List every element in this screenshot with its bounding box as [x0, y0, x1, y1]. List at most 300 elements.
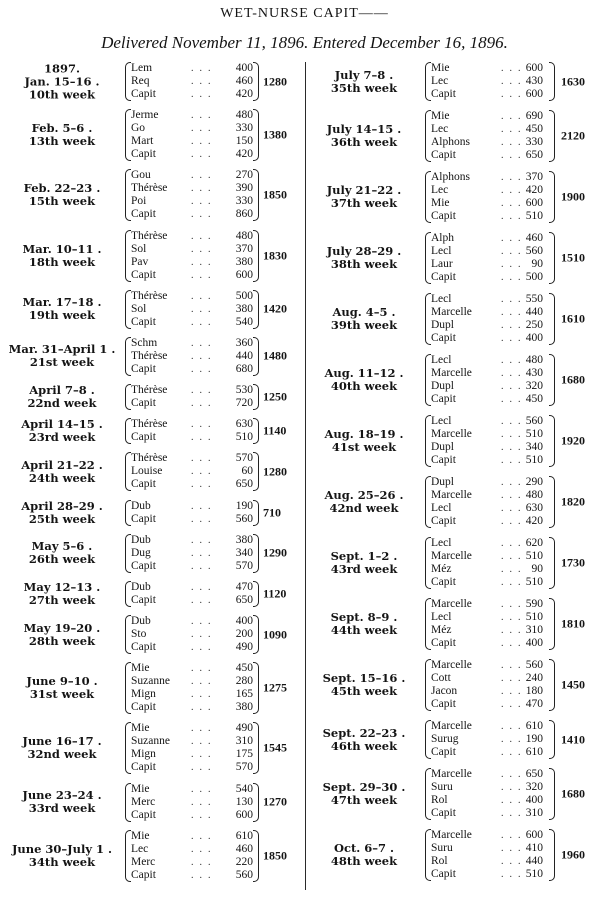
- nurse-name: Jacon: [431, 685, 458, 697]
- leader-dots: ...: [191, 316, 217, 328]
- nurse-name: Marcelle: [431, 659, 472, 671]
- week-label: 15th week: [28, 194, 96, 209]
- leader-dots: ...: [191, 547, 217, 559]
- nurse-amount: 560: [235, 868, 253, 881]
- nurse-amount: 380: [235, 533, 253, 546]
- date-line: Sept. 15–16 .: [322, 671, 406, 685]
- nurse-name: Marcelle: [431, 550, 472, 562]
- nurse-amount: 190: [525, 733, 543, 745]
- leader-dots: ...: [501, 856, 527, 867]
- leader-dots: ...: [191, 513, 217, 525]
- entry-date: [6, 735, 118, 761]
- date-line: Feb. 22–23 .: [23, 181, 101, 196]
- entry-total: 1630: [561, 74, 585, 88]
- entry-date: [6, 459, 118, 485]
- ledger-entry: [310, 232, 605, 284]
- nurse-amount: 330: [235, 195, 253, 208]
- week-label: 43rd week: [330, 562, 398, 576]
- week-label: 24th week: [28, 470, 96, 485]
- date-line: 1897.: [43, 61, 80, 75]
- nurse-name: Capit: [431, 210, 456, 222]
- leader-dots: ...: [501, 673, 527, 684]
- nurse-name: Alphons: [431, 171, 470, 183]
- nurse-name: Marcelle: [431, 720, 472, 732]
- nurse-name: Marcelle: [431, 367, 472, 379]
- leader-dots: ...: [191, 170, 217, 182]
- date-line: June 30–July 1 .: [11, 841, 113, 856]
- nurse-amount: 165: [235, 688, 253, 701]
- nurse-name: Capit: [131, 397, 156, 410]
- leader-dots: ...: [501, 747, 527, 758]
- leader-dots: ...: [191, 594, 217, 606]
- leader-dots: ...: [501, 246, 527, 257]
- leader-dots: ...: [501, 272, 527, 283]
- ledger-entry: [6, 230, 303, 282]
- ledger-entry: [310, 829, 605, 881]
- nurse-name: Suzanne: [131, 675, 170, 688]
- leader-dots: ...: [501, 490, 527, 501]
- leader-dots: ...: [191, 796, 217, 808]
- leader-dots: ...: [191, 63, 217, 74]
- nurse-name: Lecl: [431, 537, 452, 549]
- nurse-amount: 390: [235, 182, 253, 195]
- entry-total: 1140: [263, 423, 287, 438]
- entry-date: [310, 672, 418, 698]
- nurse-amount: 400: [235, 62, 253, 74]
- nurse-name: Lecl: [431, 502, 452, 514]
- nurse-name: Capit: [131, 148, 156, 161]
- entry-date: [6, 622, 118, 648]
- nurse-amount: 460: [235, 842, 253, 855]
- leader-dots: ...: [191, 243, 217, 255]
- leader-dots: ...: [501, 381, 527, 392]
- right-brace: [549, 829, 555, 881]
- right-brace: [549, 659, 555, 711]
- leader-dots: ...: [191, 290, 217, 302]
- leader-dots: ...: [501, 63, 527, 74]
- leader-dots: ...: [501, 782, 527, 793]
- nurse-amount: 380: [235, 302, 253, 315]
- nurse-name: Lec: [131, 842, 149, 855]
- leader-dots: ...: [191, 581, 217, 593]
- nurse-amount: 500: [235, 289, 253, 302]
- nurse-name: Rol: [431, 794, 448, 806]
- nurse-amount: 530: [235, 384, 253, 397]
- entry-total: 2120: [561, 128, 585, 143]
- ledger-entry: [6, 290, 303, 329]
- nurse-name: Capit: [431, 807, 456, 819]
- nurse-name: Capit: [131, 208, 156, 221]
- nurse-amount: 490: [235, 641, 253, 654]
- ledger-entry: [310, 476, 605, 528]
- leader-dots: ...: [501, 721, 527, 732]
- ledger-entry: [6, 109, 303, 161]
- ledger-entry: [310, 659, 605, 711]
- leader-dots: ...: [501, 638, 527, 649]
- date-line: Sept. 8–9 .: [330, 610, 398, 624]
- entry-date: [6, 675, 118, 701]
- nurse-name: Capit: [431, 332, 456, 344]
- leader-dots: ...: [501, 808, 527, 819]
- week-label: 19th week: [28, 308, 96, 323]
- ledger-entry: [6, 662, 303, 714]
- entry-total: 1610: [561, 311, 585, 326]
- nurse-amount: 60: [241, 465, 253, 478]
- nurse-name: Capit: [431, 393, 456, 405]
- nurse-amount: 650: [525, 149, 543, 161]
- entry-date: [310, 184, 418, 210]
- week-label: 18th week: [28, 254, 96, 269]
- leader-dots: ...: [501, 660, 527, 671]
- week-label: 38th week: [330, 257, 398, 271]
- entry-total: 1280: [263, 464, 287, 479]
- entry-date: [6, 122, 118, 148]
- nurse-amount: 610: [525, 720, 543, 732]
- nurse-name: Capit: [431, 698, 456, 710]
- nurse-amount: 320: [525, 380, 543, 392]
- nurse-name: Merc: [131, 855, 156, 868]
- week-label: 45th week: [330, 684, 398, 698]
- nurse-amount: 610: [525, 746, 543, 758]
- nurse-name: Dub: [131, 499, 151, 512]
- leader-dots: ...: [191, 736, 217, 748]
- nurse-name: Thérèse: [131, 229, 168, 242]
- nurse-amount: 150: [235, 135, 253, 148]
- leader-dots: ...: [501, 429, 527, 440]
- week-label: 41st week: [331, 440, 397, 454]
- leader-dots: ...: [191, 663, 217, 675]
- entry-date: [6, 843, 118, 869]
- nurse-name: Lec: [431, 123, 449, 135]
- date-line: May 5–6 .: [31, 539, 93, 554]
- page-subtitle: Delivered November 11, 1896. Entered December 16, 1896.: [101, 33, 508, 52]
- date-line: April 7–8 .: [29, 383, 95, 398]
- leader-dots: ...: [501, 795, 527, 806]
- nurse-amount: 340: [525, 441, 543, 453]
- date-line: May 12–13 .: [23, 579, 101, 594]
- week-label: 34th week: [28, 854, 96, 869]
- leader-dots: ...: [191, 183, 217, 195]
- nurse-amount: 320: [525, 781, 543, 793]
- page-title: WET-NURSE CAPIT——: [220, 6, 389, 21]
- nurse-name: Marcelle: [431, 598, 472, 610]
- nurse-amount: 560: [525, 659, 543, 671]
- nurse-name: Marcelle: [431, 768, 472, 780]
- nurse-amount: 540: [235, 315, 253, 328]
- ledger-entry: [6, 337, 303, 376]
- ledger-entry: [310, 537, 605, 589]
- leader-dots: ...: [191, 453, 217, 465]
- leader-dots: ...: [501, 76, 527, 87]
- nurse-amount: 600: [235, 808, 253, 821]
- nurse-amount: 510: [525, 210, 543, 222]
- nurse-amount: 470: [525, 698, 543, 710]
- nurse-name: Dub: [131, 615, 151, 628]
- leader-dots: ...: [501, 686, 527, 697]
- right-brace: [253, 62, 259, 101]
- ledger-entry: [310, 110, 605, 162]
- ledger-entry: [310, 415, 605, 467]
- right-brace: [253, 783, 259, 822]
- entry-total: 1960: [561, 847, 585, 862]
- entry-total: 710: [263, 505, 281, 520]
- nurse-name: Dub: [131, 533, 151, 546]
- nurse-name: Surug: [431, 733, 459, 745]
- entry-total: 1850: [263, 848, 287, 863]
- entry-date: [310, 842, 418, 868]
- leader-dots: ...: [191, 500, 217, 512]
- leader-dots: ...: [191, 136, 217, 148]
- right-brace: [549, 62, 555, 101]
- entry-total: 1290: [263, 545, 287, 560]
- leader-dots: ...: [501, 259, 527, 270]
- nurse-name: Capit: [131, 808, 156, 821]
- entry-total: 1090: [263, 627, 287, 642]
- leader-dots: ...: [501, 830, 527, 841]
- leader-dots: ...: [501, 137, 527, 148]
- leader-dots: ...: [501, 843, 527, 854]
- week-label: 21st week: [29, 355, 95, 370]
- right-brace: [253, 830, 259, 882]
- nurse-name: Sol: [131, 302, 147, 315]
- leader-dots: ...: [501, 699, 527, 710]
- entry-date: [6, 296, 118, 322]
- nurse-amount: 600: [525, 88, 543, 100]
- nurse-name: Gou: [131, 169, 151, 182]
- date-line: June 23–24 .: [22, 788, 102, 803]
- leader-dots: ...: [191, 269, 217, 281]
- ledger-entry: [310, 720, 605, 759]
- leader-dots: ...: [191, 196, 217, 208]
- entry-total: 1810: [561, 616, 585, 631]
- entry-date: [6, 500, 118, 526]
- nurse-amount: 450: [525, 393, 543, 405]
- entry-total: 1680: [561, 372, 585, 387]
- leader-dots: ...: [191, 843, 217, 855]
- leader-dots: ...: [501, 577, 527, 588]
- ledger-entry: [6, 615, 303, 654]
- leader-dots: ...: [501, 734, 527, 745]
- leader-dots: ...: [501, 333, 527, 344]
- right-brace: [549, 598, 555, 650]
- nurse-name: Jerme: [131, 109, 159, 122]
- nurse-name: Mign: [131, 748, 156, 761]
- leader-dots: ...: [191, 209, 217, 221]
- date-line: Mar. 31–April 1 .: [8, 342, 116, 357]
- date-line: Oct. 6–7 .: [333, 841, 395, 855]
- entry-date: [6, 182, 118, 208]
- nurse-name: Capit: [131, 761, 156, 774]
- leader-dots: ...: [191, 432, 217, 444]
- nurse-amount: 130: [235, 795, 253, 808]
- entry-total: 1410: [561, 732, 585, 746]
- nurse-amount: 400: [525, 332, 543, 344]
- nurse-amount: 600: [525, 62, 543, 74]
- date-line: July 7–8 .: [334, 67, 394, 82]
- nurse-name: Mie: [131, 782, 150, 795]
- leader-dots: ...: [501, 355, 527, 366]
- nurse-amount: 720: [235, 397, 253, 410]
- entry-total: 1280: [263, 74, 287, 88]
- nurse-amount: 480: [235, 109, 253, 122]
- nurse-name: Dupl: [431, 319, 454, 331]
- nurse-name: Dupl: [431, 380, 454, 392]
- leader-dots: ...: [191, 560, 217, 572]
- date-line: May 19–20 .: [23, 620, 101, 635]
- right-brace: [253, 615, 259, 654]
- week-label: 48th week: [330, 854, 398, 868]
- right-brace: [549, 293, 555, 345]
- right-brace: [253, 109, 259, 161]
- entry-date: [6, 418, 118, 444]
- nurse-name: Dug: [131, 546, 151, 559]
- nurse-name: Capit: [431, 637, 456, 649]
- leader-dots: ...: [191, 479, 217, 491]
- nurse-name: Dub: [131, 580, 151, 593]
- nurse-amount: 175: [235, 748, 253, 761]
- right-brace: [253, 337, 259, 376]
- leader-dots: ...: [191, 689, 217, 701]
- leader-dots: ...: [191, 89, 217, 100]
- week-label: 31st week: [29, 687, 95, 702]
- nurse-name: Suru: [431, 842, 453, 854]
- nurse-name: Capit: [131, 701, 156, 714]
- leader-dots: ...: [191, 702, 217, 714]
- week-label: 13th week: [28, 134, 96, 149]
- leader-dots: ...: [501, 394, 527, 405]
- nurse-amount: 510: [525, 454, 543, 466]
- leader-dots: ...: [191, 363, 217, 375]
- entry-date: [310, 123, 418, 149]
- nurse-name: Capit: [131, 478, 156, 491]
- date-line: Sept. 29–30 .: [322, 780, 406, 794]
- ledger-entry: [6, 534, 303, 573]
- nurse-name: Capit: [431, 88, 456, 100]
- date-line: July 21–22 .: [326, 183, 402, 197]
- nurse-amount: 560: [235, 512, 253, 525]
- nurse-name: Capit: [431, 271, 456, 283]
- nurse-name: Lem: [131, 62, 153, 74]
- nurse-name: Thérèse: [131, 418, 168, 431]
- nurse-name: Mie: [431, 197, 450, 209]
- nurse-name: Mart: [131, 135, 154, 148]
- nurse-amount: 370: [525, 171, 543, 183]
- leader-dots: ...: [191, 869, 217, 881]
- nurse-amount: 560: [525, 415, 543, 427]
- leader-dots: ...: [191, 629, 217, 641]
- week-label: 25th week: [28, 511, 96, 526]
- right-brace: [253, 500, 259, 526]
- nurse-amount: 650: [235, 478, 253, 491]
- right-brace: [253, 384, 259, 410]
- week-label: 35th week: [330, 80, 398, 95]
- leader-dots: ...: [501, 233, 527, 244]
- entry-total: 1275: [263, 680, 287, 695]
- nurse-name: Marcelle: [431, 829, 472, 841]
- week-label: 44th week: [330, 623, 398, 637]
- right-brace: [549, 768, 555, 820]
- date-line: Aug. 4–5 .: [332, 305, 396, 319]
- right-brace: [253, 418, 259, 444]
- nurse-name: Mie: [131, 829, 150, 842]
- entry-total: 1820: [561, 494, 585, 509]
- week-label: 46th week: [330, 738, 398, 753]
- nurse-name: Rol: [431, 855, 448, 867]
- nurse-name: Capit: [431, 149, 456, 161]
- nurse-amount: 460: [235, 75, 253, 87]
- nurse-amount: 550: [525, 293, 543, 305]
- nurse-name: Thérèse: [131, 384, 168, 397]
- nurse-name: Louise: [131, 465, 163, 478]
- nurse-amount: 480: [235, 229, 253, 242]
- nurse-name: Capit: [131, 593, 156, 606]
- nurse-name: Mie: [131, 722, 150, 735]
- nurse-amount: 330: [525, 136, 543, 148]
- nurse-amount: 860: [235, 208, 253, 221]
- nurse-amount: 690: [525, 110, 543, 122]
- nurse-name: Capit: [131, 88, 156, 100]
- nurse-amount: 440: [525, 855, 543, 867]
- week-label: 10th week: [28, 87, 96, 101]
- nurse-name: Mign: [131, 688, 156, 701]
- right-brace: [253, 230, 259, 282]
- nurse-amount: 360: [235, 336, 253, 349]
- nurse-amount: 680: [235, 362, 253, 375]
- date-line: Aug. 11–12 .: [324, 366, 404, 380]
- nurse-amount: 630: [235, 418, 253, 431]
- nurse-amount: 480: [525, 489, 543, 501]
- entry-total: 1420: [263, 301, 287, 316]
- week-label: 36th week: [330, 135, 398, 149]
- date-line: Sept. 1–2 .: [330, 549, 398, 563]
- entry-date: [6, 62, 118, 101]
- entry-date: [310, 69, 418, 95]
- nurse-amount: 540: [235, 782, 253, 795]
- date-line: Mar. 17–18 .: [22, 295, 102, 310]
- week-label: 39th week: [330, 318, 398, 332]
- nurse-name: Capit: [131, 362, 156, 375]
- leader-dots: ...: [191, 350, 217, 362]
- nurse-amount: 310: [525, 624, 543, 636]
- date-line: Mar. 10–11 .: [22, 241, 102, 256]
- nurse-name: Capit: [131, 641, 156, 654]
- nurse-amount: 600: [525, 197, 543, 209]
- week-label: 26th week: [28, 552, 96, 567]
- week-label: 42nd week: [329, 501, 399, 515]
- leader-dots: ...: [191, 642, 217, 654]
- entry-total: 1250: [263, 389, 287, 404]
- nurse-amount: 460: [525, 232, 543, 244]
- leader-dots: ...: [501, 198, 527, 209]
- nurse-name: Alph: [431, 232, 454, 244]
- entry-date: [6, 384, 118, 410]
- leader-dots: ...: [501, 89, 527, 100]
- ledger-entry: [310, 171, 605, 223]
- right-brace: [253, 581, 259, 607]
- nurse-amount: 420: [525, 184, 543, 196]
- leader-dots: ...: [501, 564, 527, 575]
- leader-dots: ...: [191, 809, 217, 821]
- week-label: 28th week: [28, 633, 96, 648]
- entry-date: [310, 367, 418, 393]
- date-line: July 14–15 .: [326, 122, 402, 136]
- entry-date: [310, 428, 418, 454]
- nurse-amount: 400: [525, 794, 543, 806]
- nurse-name: Lec: [431, 184, 449, 196]
- nurse-amount: 310: [525, 807, 543, 819]
- leader-dots: ...: [191, 230, 217, 242]
- right-brace: [549, 232, 555, 284]
